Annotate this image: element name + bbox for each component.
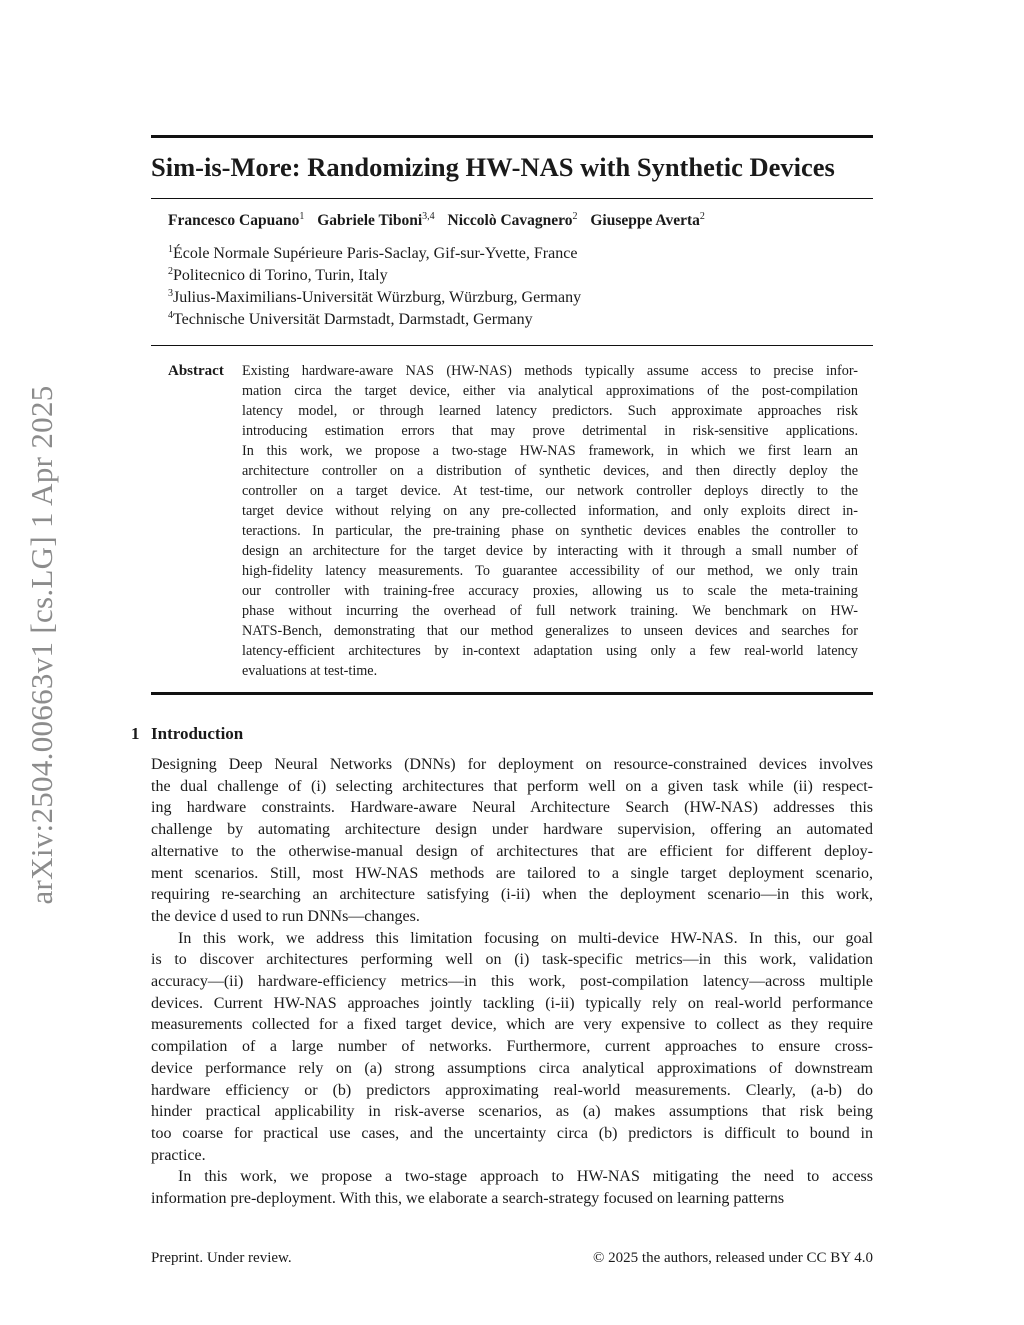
text-line: Designing Deep Neural Networks (DNNs) for deployment on resource-constrained devices involves	[151, 756, 873, 773]
affiliation: $^4$Technische Universität Darmstadt, Darmstadt, Germany	[168, 310, 533, 328]
abstract-text	[242, 361, 858, 681]
section-heading	[131, 723, 243, 745]
text-line: the dual challenge of (i) selecting architectures that perform well on a given task while (ii) respect-	[151, 777, 873, 795]
section-title: Introduction	[151, 724, 244, 743]
abstract-top-rule	[151, 345, 873, 346]
text-line: compilation of a large number of networks. Furthermore, current approaches to ensure cross-	[151, 1038, 873, 1056]
author: Giuseppe Averta$^2$	[590, 211, 705, 229]
text-line: In this work, we propose a two-stage approach to HW-NAS mitigating the need to access	[178, 1168, 873, 1186]
author-list	[168, 210, 714, 232]
abstract-bottom-rule	[151, 692, 873, 695]
section-number: 1	[131, 724, 140, 743]
footer-preprint-note: Preprint. Under review.	[151, 1250, 292, 1266]
text-line: NATS-Bench, demonstrating that our method generalizes to unseen devices and searches for	[242, 623, 858, 639]
text-line: ment scenarios. Still, most HW-NAS methods are tailored to a single target deployment scenario,	[151, 864, 873, 882]
author: Niccolò Cavagnero$^2$	[447, 211, 578, 229]
text-line: latency model, or through learned latency predictors. Such approximate approaches risk	[242, 403, 858, 419]
text-line: accuracy—(ii) hardware-efficiency metrics—in this work, post-compilation latency—across multiple	[151, 973, 873, 991]
top-rule	[151, 135, 873, 138]
text-line: ing hardware constraints. Hardware-aware Neural Architecture Search (HW-NAS) addresses this	[151, 799, 873, 817]
text-line: target device without relying on any pre-collected information, and only exploits direct in-	[242, 503, 858, 519]
paper-title: Sim-is-More: Randomizing HW-NAS with Synthetic Devices	[151, 152, 835, 182]
text-line: challenge by automating architecture design under hardware supervision, offering an automated	[151, 821, 873, 839]
affiliation: $^2$Politecnico di Torino, Turin, Italy	[168, 266, 388, 284]
text-line: phase without incurring the overhead of full network training. We benchmark on HW-	[242, 603, 858, 619]
text-line: In this work, we address this limitation focusing on multi-device HW-NAS. In this, our goal	[178, 929, 873, 947]
text-line: evaluations at test-time.	[242, 663, 378, 679]
text-line: teractions. In particular, the pre-training phase on synthetic devices enables the controller to	[242, 523, 858, 539]
author: Gabriele Tiboni$^{3,4}$	[317, 211, 435, 229]
text-line: information pre-deployment. With this, we elaborate a search-strategy focused on learning patterns	[151, 1190, 785, 1208]
text-line: devices. Current HW-NAS approaches jointly tackling (i-ii) typically rely on real-world performance	[151, 994, 873, 1012]
footer-license: © 2025 the authors, released under CC BY 4.0	[593, 1250, 873, 1266]
affiliation-list	[168, 243, 581, 331]
text-line: too coarse for practical use cases, and the uncertainty circa (b) predictors is difficult to bound in	[151, 1124, 873, 1142]
introduction-text	[151, 754, 873, 1210]
text-line: our controller with training-free accuracy proxies, allowing us to scale the meta-training	[242, 583, 858, 599]
text-line: controller on a target device. At test-time, our network controller deploys directly to the	[242, 483, 858, 499]
text-line: measurements collected for a fixed target device, which are very expensive to collect as they require	[151, 1016, 873, 1034]
text-line: hardware efficiency or (b) predictors approximating real-world measurements. Clearly, (a-b) do	[151, 1081, 873, 1099]
author: Francesco Capuano$^1$	[168, 211, 305, 229]
text-line: high-fidelity latency measurements. To guarantee accessibility of our method, we only train	[242, 563, 858, 579]
text-line: latency-efficient architectures by in-context adaptation using only a few real-world latency	[242, 643, 858, 659]
text-line: hinder practical applicability in risk-averse scenarios, as (a) makes assumptions that risk being	[151, 1103, 873, 1121]
text-line: practice.	[151, 1146, 206, 1164]
text-line: alternative to the otherwise-manual design of architectures that are efficient for different deploy-	[151, 842, 873, 860]
text-line: In this work, we propose a two-stage HW-NAS framework, in which we first learn an	[242, 443, 858, 459]
text-line: mation circa the target device, either via analytical approximations of the post-compilation	[242, 383, 858, 399]
text-line: the device d used to run DNNs—changes.	[151, 907, 420, 925]
text-line: device performance rely on (a) strong assumptions circa analytical approximations of downstream	[151, 1059, 873, 1077]
affiliation: $^3$Julius-Maximilians-Universität Würzburg, Würzburg, Germany	[168, 288, 582, 306]
text-line: architecture controller on a distribution of synthetic devices, and then directly deploy the	[242, 463, 858, 479]
abstract-label: Abstract	[168, 363, 224, 379]
text-line: design an architecture for the target device by interacting with it through a small number of	[242, 543, 858, 559]
text-line: introducing estimation errors that may prove detrimental in risk-sensitive applications.	[242, 423, 858, 439]
text-line: requiring re-searching an architecture satisfying (i-ii) when the deployment scenario—in this work,	[151, 886, 873, 904]
arxiv-identifier: arXiv:2504.00663v1 [cs.LG] 1 Apr 2025	[24, 385, 59, 905]
text-line: Existing hardware-aware NAS (HW-NAS) methods typically assume access to precise infor-	[242, 363, 858, 379]
affiliation: $^1$École Normale Supérieure Paris-Saclay, Gif-sur-Yvette, France	[168, 244, 578, 262]
text-line: is to discover architectures performing well on (i) task-specific metrics—in this work, validation	[151, 951, 873, 969]
title-rule	[151, 198, 873, 199]
